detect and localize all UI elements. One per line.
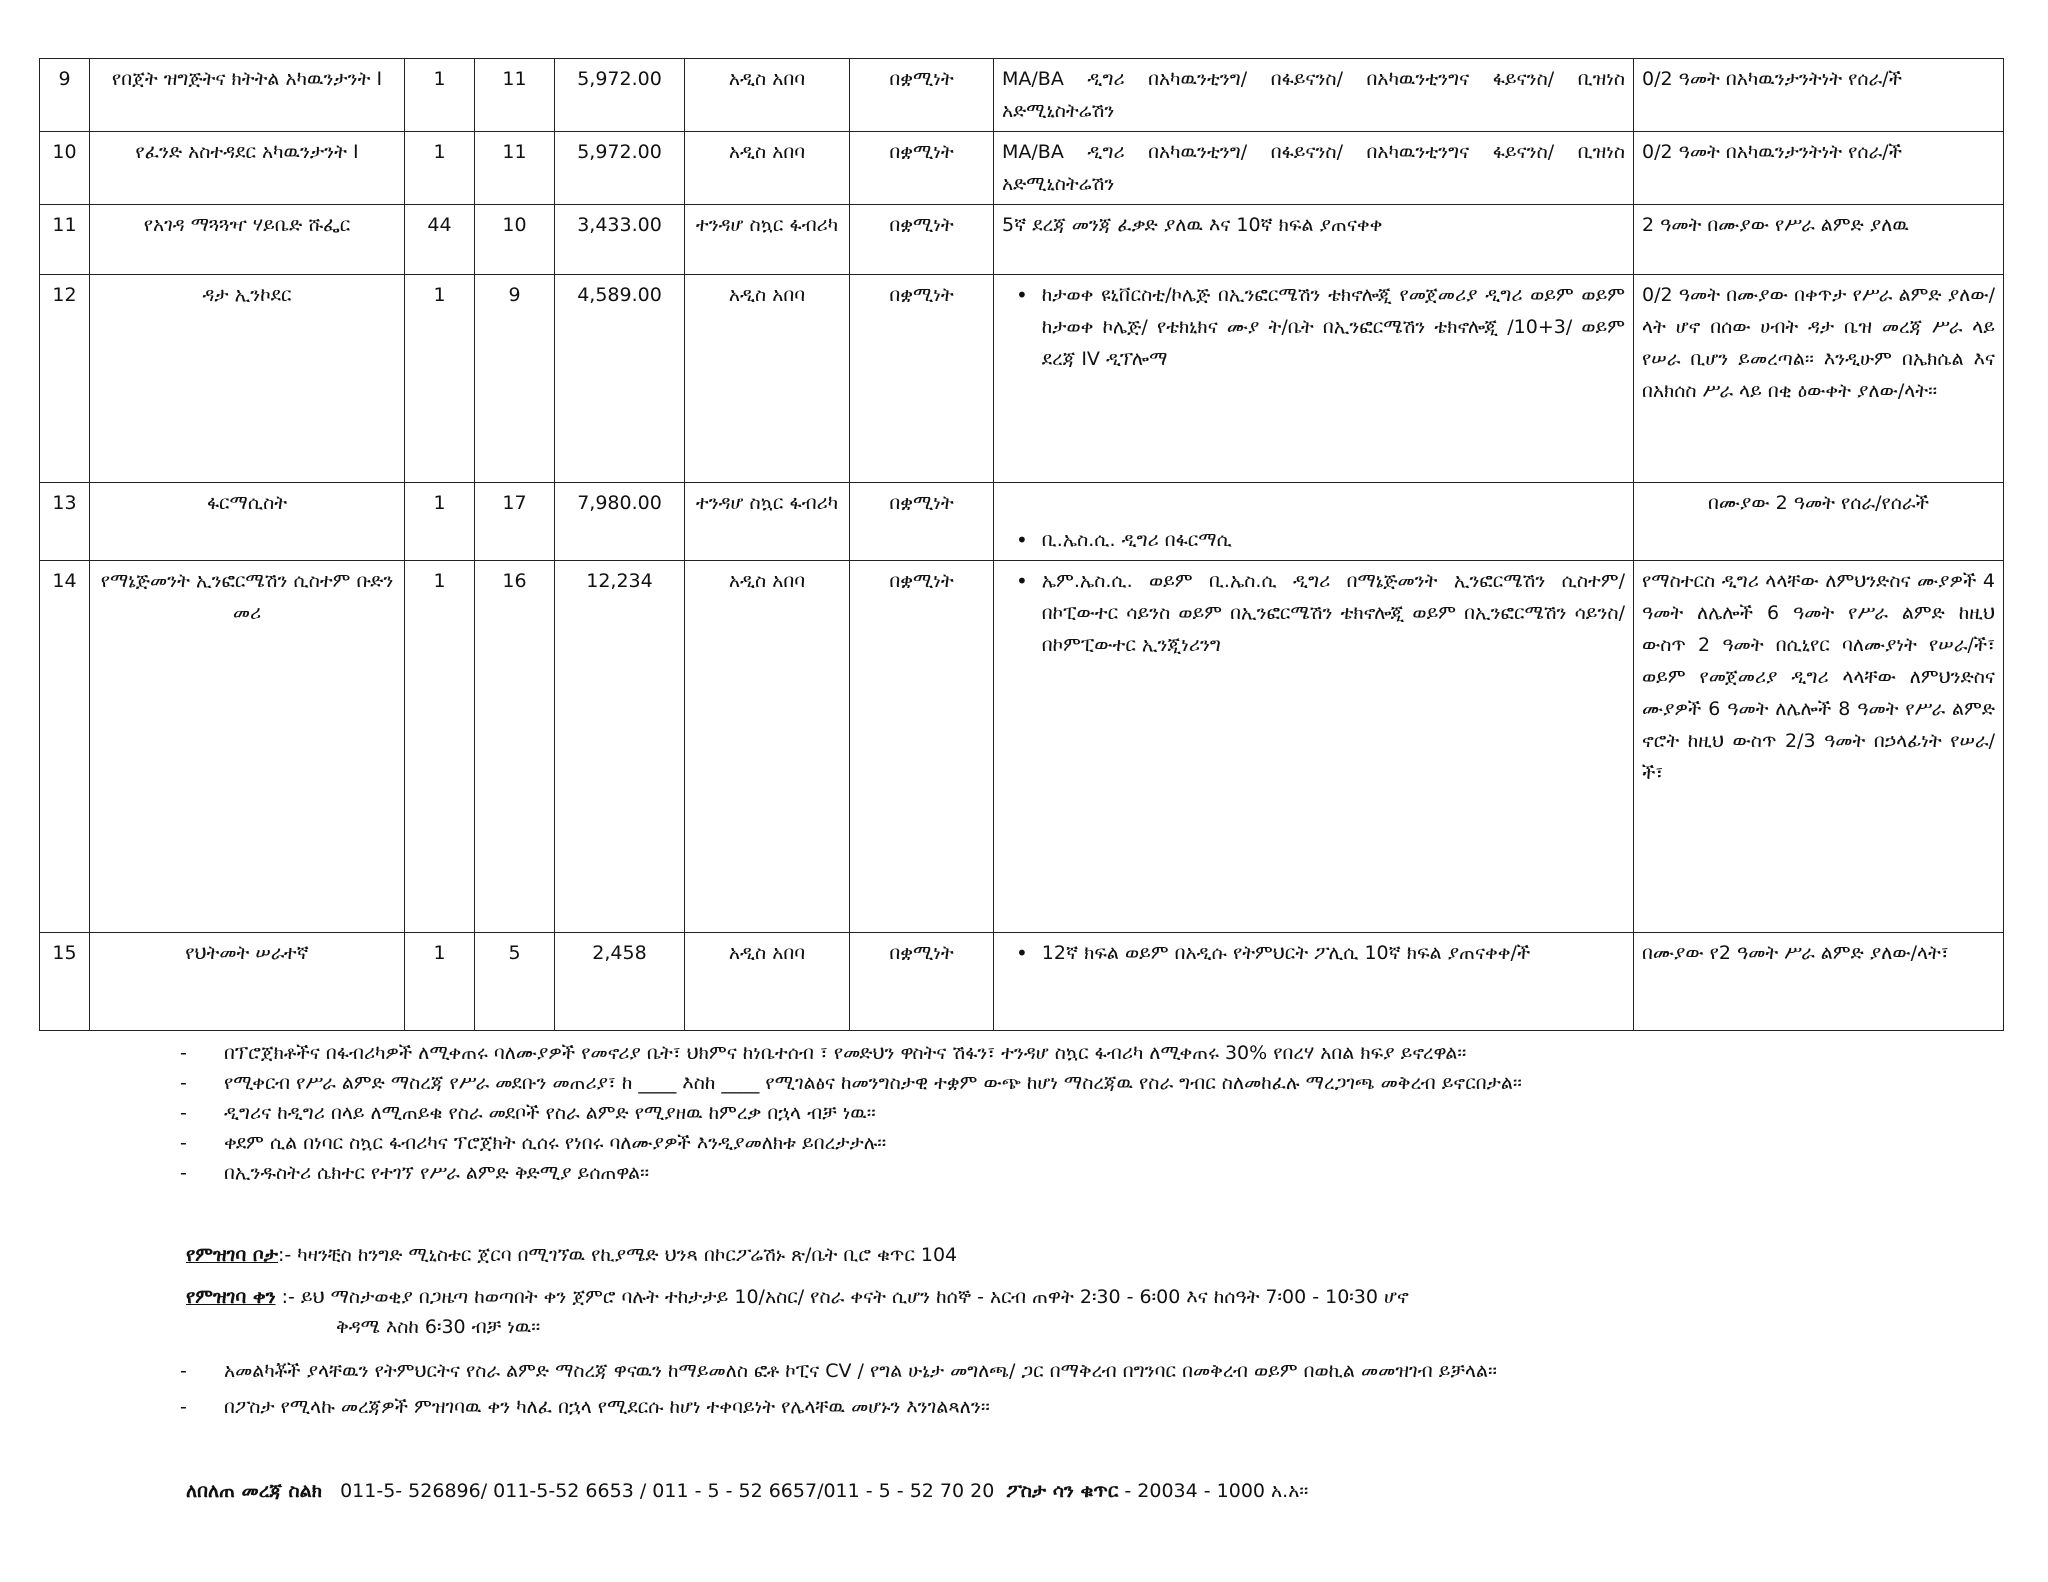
qualification: MA/BA ዲግሪ በአካዉንቲንግ/ በፋይናንስ/ በአካዉንቲንግና ፋይናንስ/ ቢዝነስ አድሚኒስትሬሽን — [994, 132, 1634, 205]
list-item — [180, 1356, 1800, 1386]
salary: 5,972.00 — [555, 132, 685, 205]
required-count: 1 — [405, 59, 475, 132]
list-item — [180, 1068, 1800, 1098]
table-row — [40, 132, 2004, 205]
contact-phones: 011-5- 526896/ 011-5-52 6653 / 011 - 5 - 52 6657/011 - 5 - 52 70 20 — [340, 1480, 995, 1502]
salary: 3,433.00 — [555, 205, 685, 275]
work-location: አዲስ አበባ — [685, 59, 850, 132]
contact-info — [186, 1476, 1886, 1506]
dash-icon: - — [180, 1162, 187, 1184]
qualification: 5ኛ ደረጃ መንጃ ፈቃድ ያለዉ እና 10ኛ ክፍል ያጠናቀቀ — [994, 205, 1634, 275]
registration-place-text: :- ካዛንቺስ ከንግድ ሚኒስቴር ጀርባ በሚገኘዉ የኪያሜድ ህንጻ በኮርፖሬሽኑ ጽ/ቤት ቢሮ ቁጥር 104 — [277, 1244, 958, 1266]
required-count: 1 — [405, 132, 475, 205]
employment-type: በቋሚነት — [850, 933, 994, 1031]
employment-type: በቋሚነት — [850, 132, 994, 205]
qualification-cell — [994, 561, 1634, 933]
note-text: በፖስታ የሚላኩ መረጃዎች ምዝገባዉ ቀን ካለፈ በኋላ የሚደርሱ ከሆነ ተቀባይነት የሌላቸዉ መሆኑን እንገልጻለን፡፡ — [224, 1396, 990, 1418]
work-location: አዲስ አበባ — [685, 132, 850, 205]
dash-icon: - — [180, 1072, 187, 1094]
required-count: 1 — [405, 483, 475, 561]
row-number: 14 — [40, 561, 90, 933]
list-item — [180, 1098, 1800, 1128]
job-title: የበጀት ዝግጅትና ክትትል አካዉንታንት I — [90, 59, 405, 132]
required-count: 44 — [405, 205, 475, 275]
qualification-cell — [994, 275, 1634, 483]
job-grade: 17 — [475, 483, 555, 561]
job-grade: 9 — [475, 275, 555, 483]
note-text: አመልካቾች ያላቸዉን የትምህርትና የስራ ልምድ ማስረጃ ዋናዉን ከማይመለስ ፎቶ ኮፒና CV / የግል ሁኔታ መግለጫ/ ጋር በማቅረብ በግንባር በመቅረብ ወይም በወኪል መመዝገብ ይቻላል፡፡ — [224, 1360, 1498, 1382]
job-title: የፈንድ አስተዳደር አካዉንታንት I — [90, 132, 405, 205]
salary: 7,980.00 — [555, 483, 685, 561]
work-location: አዲስ አበባ — [685, 561, 850, 933]
registration-info — [186, 1240, 1806, 1342]
registration-day-text: :- ይህ ማስታወቂያ በጋዜጣ ከወጣበት ቀን ጀምሮ ባሉት ተከታታይ 10/አስር/ የስራ ቀናት ሲሆን ከሰኞ - አርብ ጠዋት 2፡30 - 6፡00 እና ከሰዓት 7፡00 - 10፡30 ሆኖ — [275, 1286, 1409, 1308]
row-number: 9 — [40, 59, 90, 132]
employment-type: በቋሚነት — [850, 205, 994, 275]
registration-day-text-2: ቅዳሜ እስከ 6፡30 ብቻ ነዉ፡፡ — [336, 1316, 541, 1338]
table-row — [40, 561, 2004, 933]
job-title: ዳታ ኢንኮደር — [90, 275, 405, 483]
po-box-text: - 20034 - 1000 አ.አ፡፡ — [1118, 1480, 1309, 1502]
contact-label: ለበለጠ መረጃ ስልክ — [186, 1480, 322, 1502]
qualification: ቢ.ኤስ.ሲ. ዲግሪ በፋርማሲ — [1041, 529, 1232, 551]
list-item — [180, 1128, 1800, 1158]
qualification-cell — [994, 483, 1634, 561]
required-count: 1 — [405, 933, 475, 1031]
work-location: ተንዳሆ ስኳር ፋብሪካ — [685, 483, 850, 561]
experience: 2 ዓመት በሙያው የሥራ ልምድ ያለዉ — [1634, 205, 2004, 275]
dash-icon: - — [180, 1042, 187, 1064]
dash-icon: - — [180, 1102, 187, 1124]
salary: 12,234 — [555, 561, 685, 933]
employment-type: በቋሚነት — [850, 483, 994, 561]
table-row — [40, 205, 2004, 275]
row-number: 15 — [40, 933, 90, 1031]
registration-day — [186, 1282, 1806, 1312]
note-text: በኢንዱስትሪ ሴክተር የተገኘ የሥራ ልምድ ቅድሚያ ይሰጠዋል፡፡ — [224, 1162, 650, 1184]
experience: በሙያው የ2 ዓመት ሥራ ልምድ ያለው/ላት፣ — [1634, 933, 2004, 1031]
list-item — [180, 1392, 1800, 1422]
row-number: 12 — [40, 275, 90, 483]
registration-place-label: የምዝገባ ቦታ — [186, 1244, 278, 1266]
experience: በሙያው 2 ዓመት የሰራ/የሰራች — [1634, 483, 2004, 561]
job-grade: 11 — [475, 132, 555, 205]
salary: 2,458 — [555, 933, 685, 1031]
salary: 5,972.00 — [555, 59, 685, 132]
qualification: 12ኛ ክፍል ወይም በአዲሱ የትምህርት ፖሊሲ 10ኛ ክፍል ያጠናቀቀ/ች — [1041, 942, 1531, 964]
job-grade: 10 — [475, 205, 555, 275]
work-location: አዲስ አበባ — [685, 275, 850, 483]
qualification: ከታወቀ ዩኒቨርስቲ/ኮሌጅ በኢንፎርሜሽን ቴክኖሎጂ የመጀመሪያ ዲግሪ ወይም ወይም ከታወቀ ኮሌጅ/ የቴክኒክና ሙያ ት/ቤት በኢንፎርሜሽን ቴክኖሎጂ /10+3/ ወይም ደረጃ IV ዲፕሎማ — [1041, 284, 1625, 370]
po-box-label: ፖስታ ሳን ቁጥር — [1006, 1480, 1119, 1502]
table-row — [40, 59, 2004, 132]
row-number: 11 — [40, 205, 90, 275]
notes-list — [180, 1038, 1800, 1188]
table-row — [40, 483, 2004, 561]
row-number: 10 — [40, 132, 90, 205]
experience: 0/2 ዓመት በአካዉንታንትነት የሰራ/ች — [1634, 132, 2004, 205]
work-location: ተንዳሆ ስኳር ፋብሪካ — [685, 205, 850, 275]
qualification-cell — [994, 933, 1634, 1031]
note-text: ዲግሪና ከዲግሪ በላይ ለሚጠይቁ የስራ መደቦች የስራ ልምድ የሚያዘዉ ከምረቃ በኋላ ብቻ ነዉ፡፡ — [224, 1102, 876, 1124]
experience: 0/2 ዓመት በሙያው በቀጥታ የሥራ ልምድ ያለው/ላት ሆኖ በሰው ሀብት ዳታ ቤዝ መረጃ ሥራ ላይ የሠራ ቢሆን ይመረጣል፡፡ እንዲሁም በኤክሴል እና በአክሰስ ሥራ ላይ በቂ ዕውቀት ያለው/ላት፡፡ — [1634, 275, 2004, 483]
required-count: 1 — [405, 561, 475, 933]
list-item — [180, 1158, 1800, 1188]
note-text: የሚቀርብ የሥራ ልምድ ማስረጃ የሥራ መደቡን መጠሪያ፣ ከ ____ እስከ ____ የሚገልፅና ከመንግስታዊ ተቋም ውጭ ከሆነ ማስረጃዉ የስራ ግብር ስለመከፈሉ ማረጋገጫ መቅረብ ይኖርበታል፡፡ — [224, 1072, 1522, 1094]
table-row — [40, 275, 2004, 483]
job-title: ፋርማሲስት — [90, 483, 405, 561]
required-count: 1 — [405, 275, 475, 483]
dash-icon: - — [180, 1132, 187, 1154]
row-number: 13 — [40, 483, 90, 561]
employment-type: በቋሚነት — [850, 561, 994, 933]
experience: የማስተርስ ዲግሪ ላላቸው ለምህንድስና ሙያዎች 4 ዓመት ለሌሎች 6 ዓመት የሥራ ልምድ ከዚህ ውስጥ 2 ዓመት በሲኒየር ባለሙያነት የሠራ/ች፣ ወይም የመጀመሪያ ዲግሪ ላላቸው ለምህንድስና ሙያዎች 6 ዓመት ለሌሎች 8 ዓመት የሥራ ልምድ ኖሮት ከዚህ ውስጥ 2/3 ዓመት በኃላፊነት የሠራ/ች፣ — [1634, 561, 2004, 933]
dash-icon: - — [180, 1360, 187, 1382]
note-text: ቀደም ሲል በነባር ስኳር ፋብሪካና ፕሮጀክት ሲሰሩ የነበሩ ባለሙያዎች እንዲያመለክቱ ይበረታታሉ፡፡ — [224, 1132, 887, 1154]
note-text: በፕሮጀክቶችና በፋብሪካዎች ለሚቀጠሩ ባለሙያዎች የመኖሪያ ቤት፣ ህክምና ከነቤተሰብ ፣ የመድህን ዋስትና ሽፋን፣ ተንዳሆ ስኳር ፋብሪካ ለሚቀጠሩ 30% የበረሃ አበል ክፍያ ይኖረዋል፡፡ — [224, 1042, 1467, 1064]
job-title: የማኔጅመንት ኢንፎርሜሽን ሲስተም ቡድን መሪ — [90, 561, 405, 933]
job-title: የአገዳ ማጓጓዣ ሃይቤድ ሹፌር — [90, 205, 405, 275]
employment-type: በቋሚነት — [850, 59, 994, 132]
bullet-icon: • — [1016, 569, 1028, 593]
employment-type: በቋሚነት — [850, 275, 994, 483]
work-location: አዲስ አበባ — [685, 933, 850, 1031]
qualification: MA/BA ዲግሪ በአካዉንቲንግ/ በፋይናንስ/ በአካዉንቲንግና ፋይናንስ/ ቢዝነስ አድሚኒስትሬሽን — [994, 59, 1634, 132]
job-grade: 11 — [475, 59, 555, 132]
registration-notes — [180, 1356, 1800, 1422]
job-grade: 16 — [475, 561, 555, 933]
dash-icon: - — [180, 1396, 187, 1418]
bullet-icon: • — [1016, 283, 1028, 307]
registration-place — [186, 1240, 1806, 1270]
salary: 4,589.00 — [555, 275, 685, 483]
vacancy-table — [39, 58, 2004, 1031]
bullet-icon: • — [1016, 528, 1028, 552]
bullet-icon: • — [1016, 941, 1028, 965]
experience: 0/2 ዓመት በአካዉንታንትነት የሰራ/ች — [1634, 59, 2004, 132]
list-item — [180, 1038, 1800, 1068]
qualification: ኤም.ኤስ.ሲ. ወይም ቢ.ኤስ.ሲ ዲግሪ በማኔጅመንት ኢንፎርሜሽን ሲስተም/በኮፒውተር ሳይንስ ወይም በኢንፎርሜሽን ቴክኖሎጂ ወይም በኢንፎርሜሽን ሳይንስ/ በኮምፒውተር ኢንጂነሪንግ — [1041, 570, 1625, 656]
registration-day-label: የምዝገባ ቀን — [186, 1286, 276, 1308]
table-row — [40, 933, 2004, 1031]
job-title: የህትመት ሠራተኛ — [90, 933, 405, 1031]
job-grade: 5 — [475, 933, 555, 1031]
